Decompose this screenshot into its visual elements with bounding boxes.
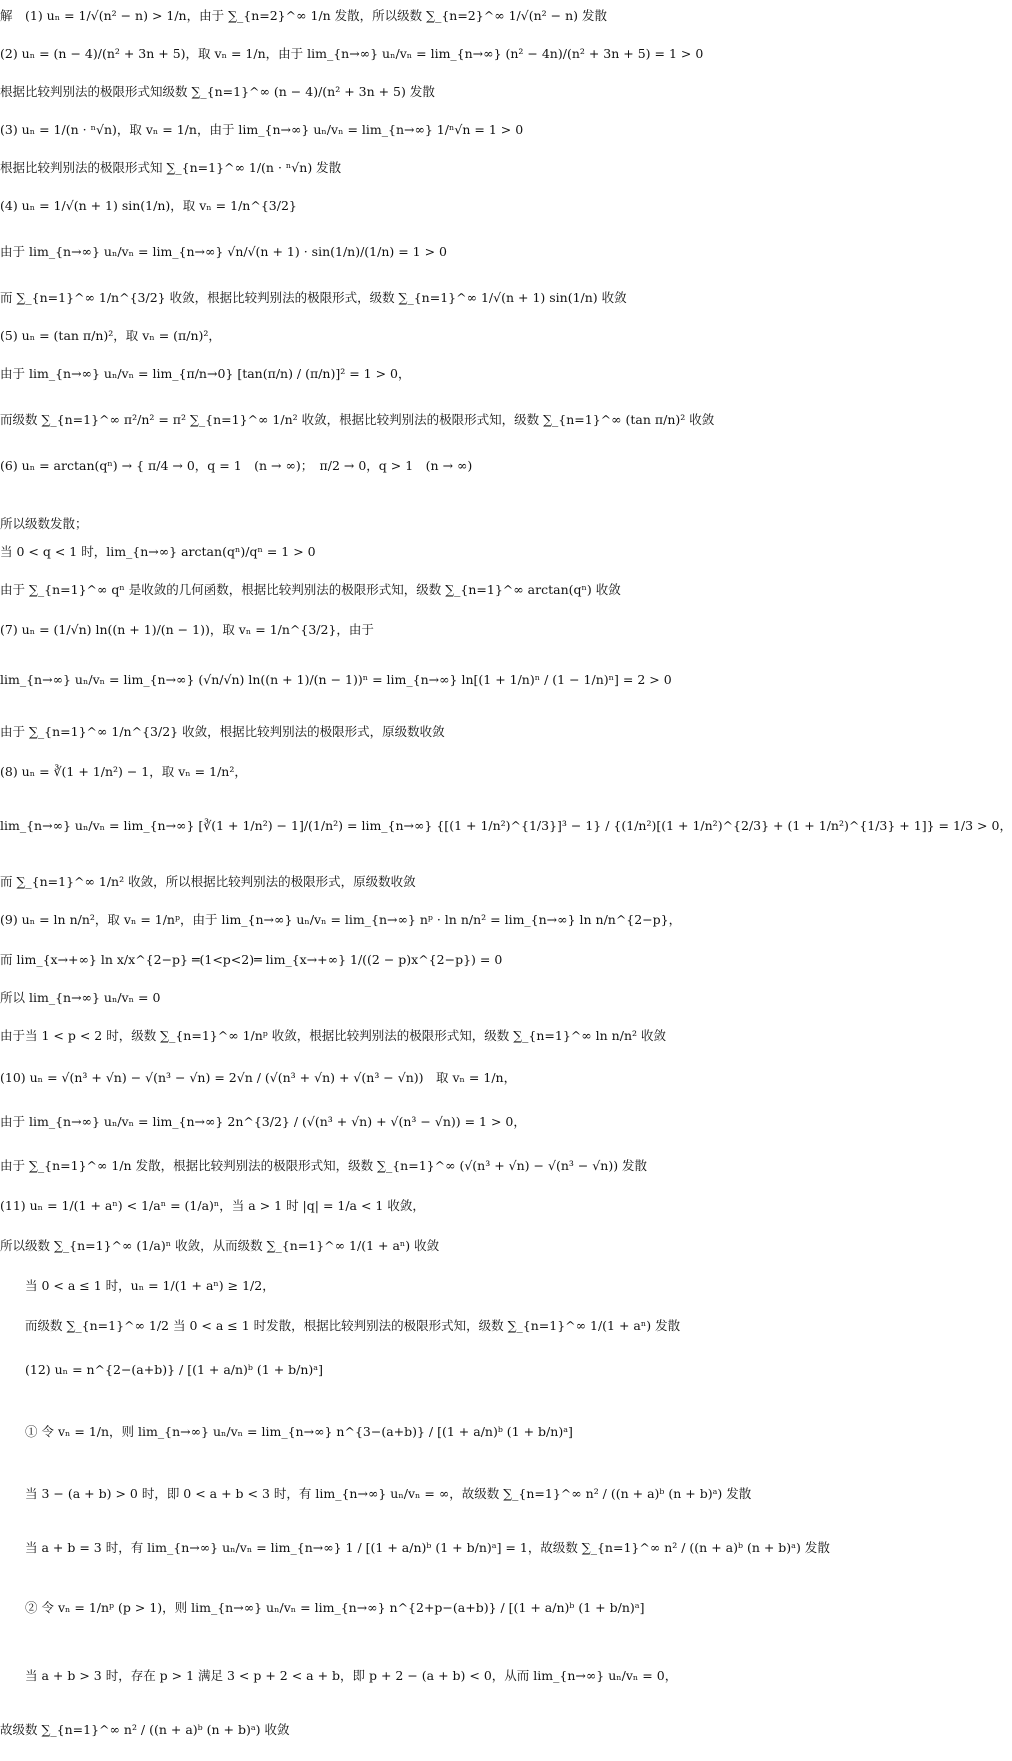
text-line-4: (3) uₙ = 1/(n · ⁿ√n)，取 vₙ = 1/n，由于 lim_{n→∞} uₙ/vₙ = lim_{n→∞} 1/ⁿ√n = 1 > 0	[0, 122, 524, 137]
text-line-28: 由于 ∑_{n=1}^∞ 1/n 发散，根据比较判别法的极限形式知，级数 ∑_{n=1}^∞ (√(n³ + √n) − √(n³ − √n)) 发散	[0, 1158, 648, 1173]
text-line-23: 而 lim_{x→+∞} ln x/x^{2−p} ═(1<p<2)═ lim_{x→+∞} 1/((2 − p)x^{2−p}) = 0	[0, 952, 503, 967]
text-line-21: 而 ∑_{n=1}^∞ 1/n² 收敛，所以根据比较判别法的极限形式，原级数收敛	[0, 874, 416, 889]
text-line-36: 当 a + b = 3 时，有 lim_{n→∞} uₙ/vₙ = lim_{n→∞} 1 / [(1 + a/n)ᵇ (1 + b/n)ᵃ] = 1，故级数 ∑_{n=1}^∞ n² / ((n + a)ᵇ (n + b)ᵃ) 发散	[0, 1540, 830, 1555]
text-line-5: 根据比较判别法的极限形式知 ∑_{n=1}^∞ 1/(n · ⁿ√n) 发散	[0, 160, 342, 175]
text-line-34: ① 令 vₙ = 1/n，则 lim_{n→∞} uₙ/vₙ = lim_{n→∞} n^{3−(a+b)} / [(1 + a/n)ᵇ (1 + b/n)ᵃ]	[0, 1424, 573, 1439]
text-line-15: 由于 ∑_{n=1}^∞ qⁿ 是收敛的几何函数，根据比较判别法的极限形式知，级数 ∑_{n=1}^∞ arctan(qⁿ) 收敛	[0, 582, 621, 597]
text-line-29: (11) uₙ = 1/(1 + aⁿ) < 1/aⁿ = (1/a)ⁿ，当 a > 1 时 |q| = 1/a < 1 收敛，	[0, 1198, 425, 1213]
text-line-10: 由于 lim_{n→∞} uₙ/vₙ = lim_{π/n→0} [tan(π/n) / (π/n)]² = 1 > 0，	[0, 366, 411, 381]
text-line-2: (2) uₙ = (n − 4)/(n² + 3n + 5)，取 vₙ = 1/n，由于 lim_{n→∞} uₙ/vₙ = lim_{n→∞} (n² − 4n)/(n² + 3n + 5) = 1 > 0	[0, 46, 704, 61]
text-line-39: 故级数 ∑_{n=1}^∞ n² / ((n + a)ᵇ (n + b)ᵃ) 收敛	[0, 1722, 290, 1737]
text-line-27: 由于 lim_{n→∞} uₙ/vₙ = lim_{n→∞} 2n^{3/2} / (√(n³ + √n) + √(n³ − √n)) = 1 > 0，	[0, 1114, 526, 1129]
text-line-35: 当 3 − (a + b) > 0 时，即 0 < a + b < 3 时，有 lim_{n→∞} uₙ/vₙ = ∞，故级数 ∑_{n=1}^∞ n² / ((n + a)ᵇ (n + b)ᵃ) 发散	[0, 1486, 752, 1501]
text-line-14: 当 0 < q < 1 时，lim_{n→∞} arctan(qⁿ)/qⁿ = 1 > 0	[0, 544, 316, 559]
text-line-13: 所以级数发散；	[0, 516, 88, 531]
text-line-32: 而级数 ∑_{n=1}^∞ 1/2 当 0 < a ≤ 1 时发散，根据比较判别法的极限形式知，级数 ∑_{n=1}^∞ 1/(1 + aⁿ) 发散	[0, 1318, 681, 1333]
text-line-18: 由于 ∑_{n=1}^∞ 1/n^{3/2} 收敛，根据比较判别法的极限形式，原级数收敛	[0, 724, 445, 739]
text-line-1: 解 (1) uₙ = 1/√(n² − n) > 1/n，由于 ∑_{n=2}^∞ 1/n 发散，所以级数 ∑_{n=2}^∞ 1/√(n² − n) 发散	[0, 8, 607, 23]
text-line-24: 所以 lim_{n→∞} uₙ/vₙ = 0	[0, 990, 161, 1005]
text-line-37: ② 令 vₙ = 1/nᵖ (p > 1)，则 lim_{n→∞} uₙ/vₙ = lim_{n→∞} n^{2+p−(a+b)} / [(1 + a/n)ᵇ (1 + b/n)ᵃ]	[0, 1600, 645, 1615]
text-line-9: (5) uₙ = (tan π/n)²，取 vₙ = (π/n)²，	[0, 328, 221, 343]
text-line-6: (4) uₙ = 1/√(n + 1) sin(1/n)，取 vₙ = 1/n^{3/2}	[0, 198, 297, 213]
text-line-3: 根据比较判别法的极限形式知级数 ∑_{n=1}^∞ (n − 4)/(n² + 3n + 5) 发散	[0, 84, 435, 99]
text-line-26: (10) uₙ = √(n³ + √n) − √(n³ − √n) = 2√n / (√(n³ + √n) + √(n³ − √n)) 取 vₙ = 1/n，	[0, 1070, 517, 1085]
text-line-16: (7) uₙ = (1/√n) ln((n + 1)/(n − 1))，取 vₙ = 1/n^{3/2}，由于	[0, 622, 374, 637]
text-line-38: 当 a + b > 3 时，存在 p > 1 满足 3 < p + 2 < a + b，即 p + 2 − (a + b) < 0，从而 lim_{n→∞} uₙ/vₙ = 0，	[0, 1668, 678, 1683]
text-line-31: 当 0 < a ≤ 1 时，uₙ = 1/(1 + aⁿ) ≥ 1/2，	[0, 1278, 275, 1293]
text-line-20: lim_{n→∞} uₙ/vₙ = lim_{n→∞} [∛(1 + 1/n²) − 1]/(1/n²) = lim_{n→∞} {[(1 + 1/n²)^{1/3}]³ − 1} / {(1/n²)[(1 + 1/n²)^{2/3} + (1 + 1/n²)^{1/3} + 1]} = 1/3 > 0，	[0, 818, 1012, 833]
text-line-19: (8) uₙ = ∛(1 + 1/n²) − 1，取 vₙ = 1/n²，	[0, 764, 247, 779]
text-line-8: 而 ∑_{n=1}^∞ 1/n^{3/2} 收敛，根据比较判别法的极限形式，级数 ∑_{n=1}^∞ 1/√(n + 1) sin(1/n) 收敛	[0, 290, 627, 305]
text-line-11: 而级数 ∑_{n=1}^∞ π²/n² = π² ∑_{n=1}^∞ 1/n² 收敛，根据比较判别法的极限形式知，级数 ∑_{n=1}^∞ (tan π/n)² 收敛	[0, 412, 715, 427]
text-line-33: (12) uₙ = n^{2−(a+b)} / [(1 + a/n)ᵇ (1 + b/n)ᵃ]	[0, 1362, 323, 1377]
text-line-30: 所以级数 ∑_{n=1}^∞ (1/a)ⁿ 收敛，从而级数 ∑_{n=1}^∞ 1/(1 + aⁿ) 收敛	[0, 1238, 440, 1253]
text-line-17: lim_{n→∞} uₙ/vₙ = lim_{n→∞} (√n/√n) ln((n + 1)/(n − 1))ⁿ = lim_{n→∞} ln[(1 + 1/n)ⁿ / (1 − 1/n)ⁿ] = 2 > 0	[0, 672, 672, 687]
text-line-25: 由于当 1 < p < 2 时，级数 ∑_{n=1}^∞ 1/nᵖ 收敛，根据比较判别法的极限形式知，级数 ∑_{n=1}^∞ ln n/n² 收敛	[0, 1028, 666, 1043]
text-line-22: (9) uₙ = ln n/n²，取 vₙ = 1/nᵖ，由于 lim_{n→∞} uₙ/vₙ = lim_{n→∞} nᵖ · ln n/n² = lim_{n→∞} ln n/n^{2−p}，	[0, 912, 682, 927]
text-line-7: 由于 lim_{n→∞} uₙ/vₙ = lim_{n→∞} √n/√(n + 1) · sin(1/n)/(1/n) = 1 > 0	[0, 244, 448, 259]
text-line-12: (6) uₙ = arctan(qⁿ) → { π/4 → 0，q = 1 (n → ∞)； π/2 → 0，q > 1 (n → ∞)	[0, 458, 473, 473]
